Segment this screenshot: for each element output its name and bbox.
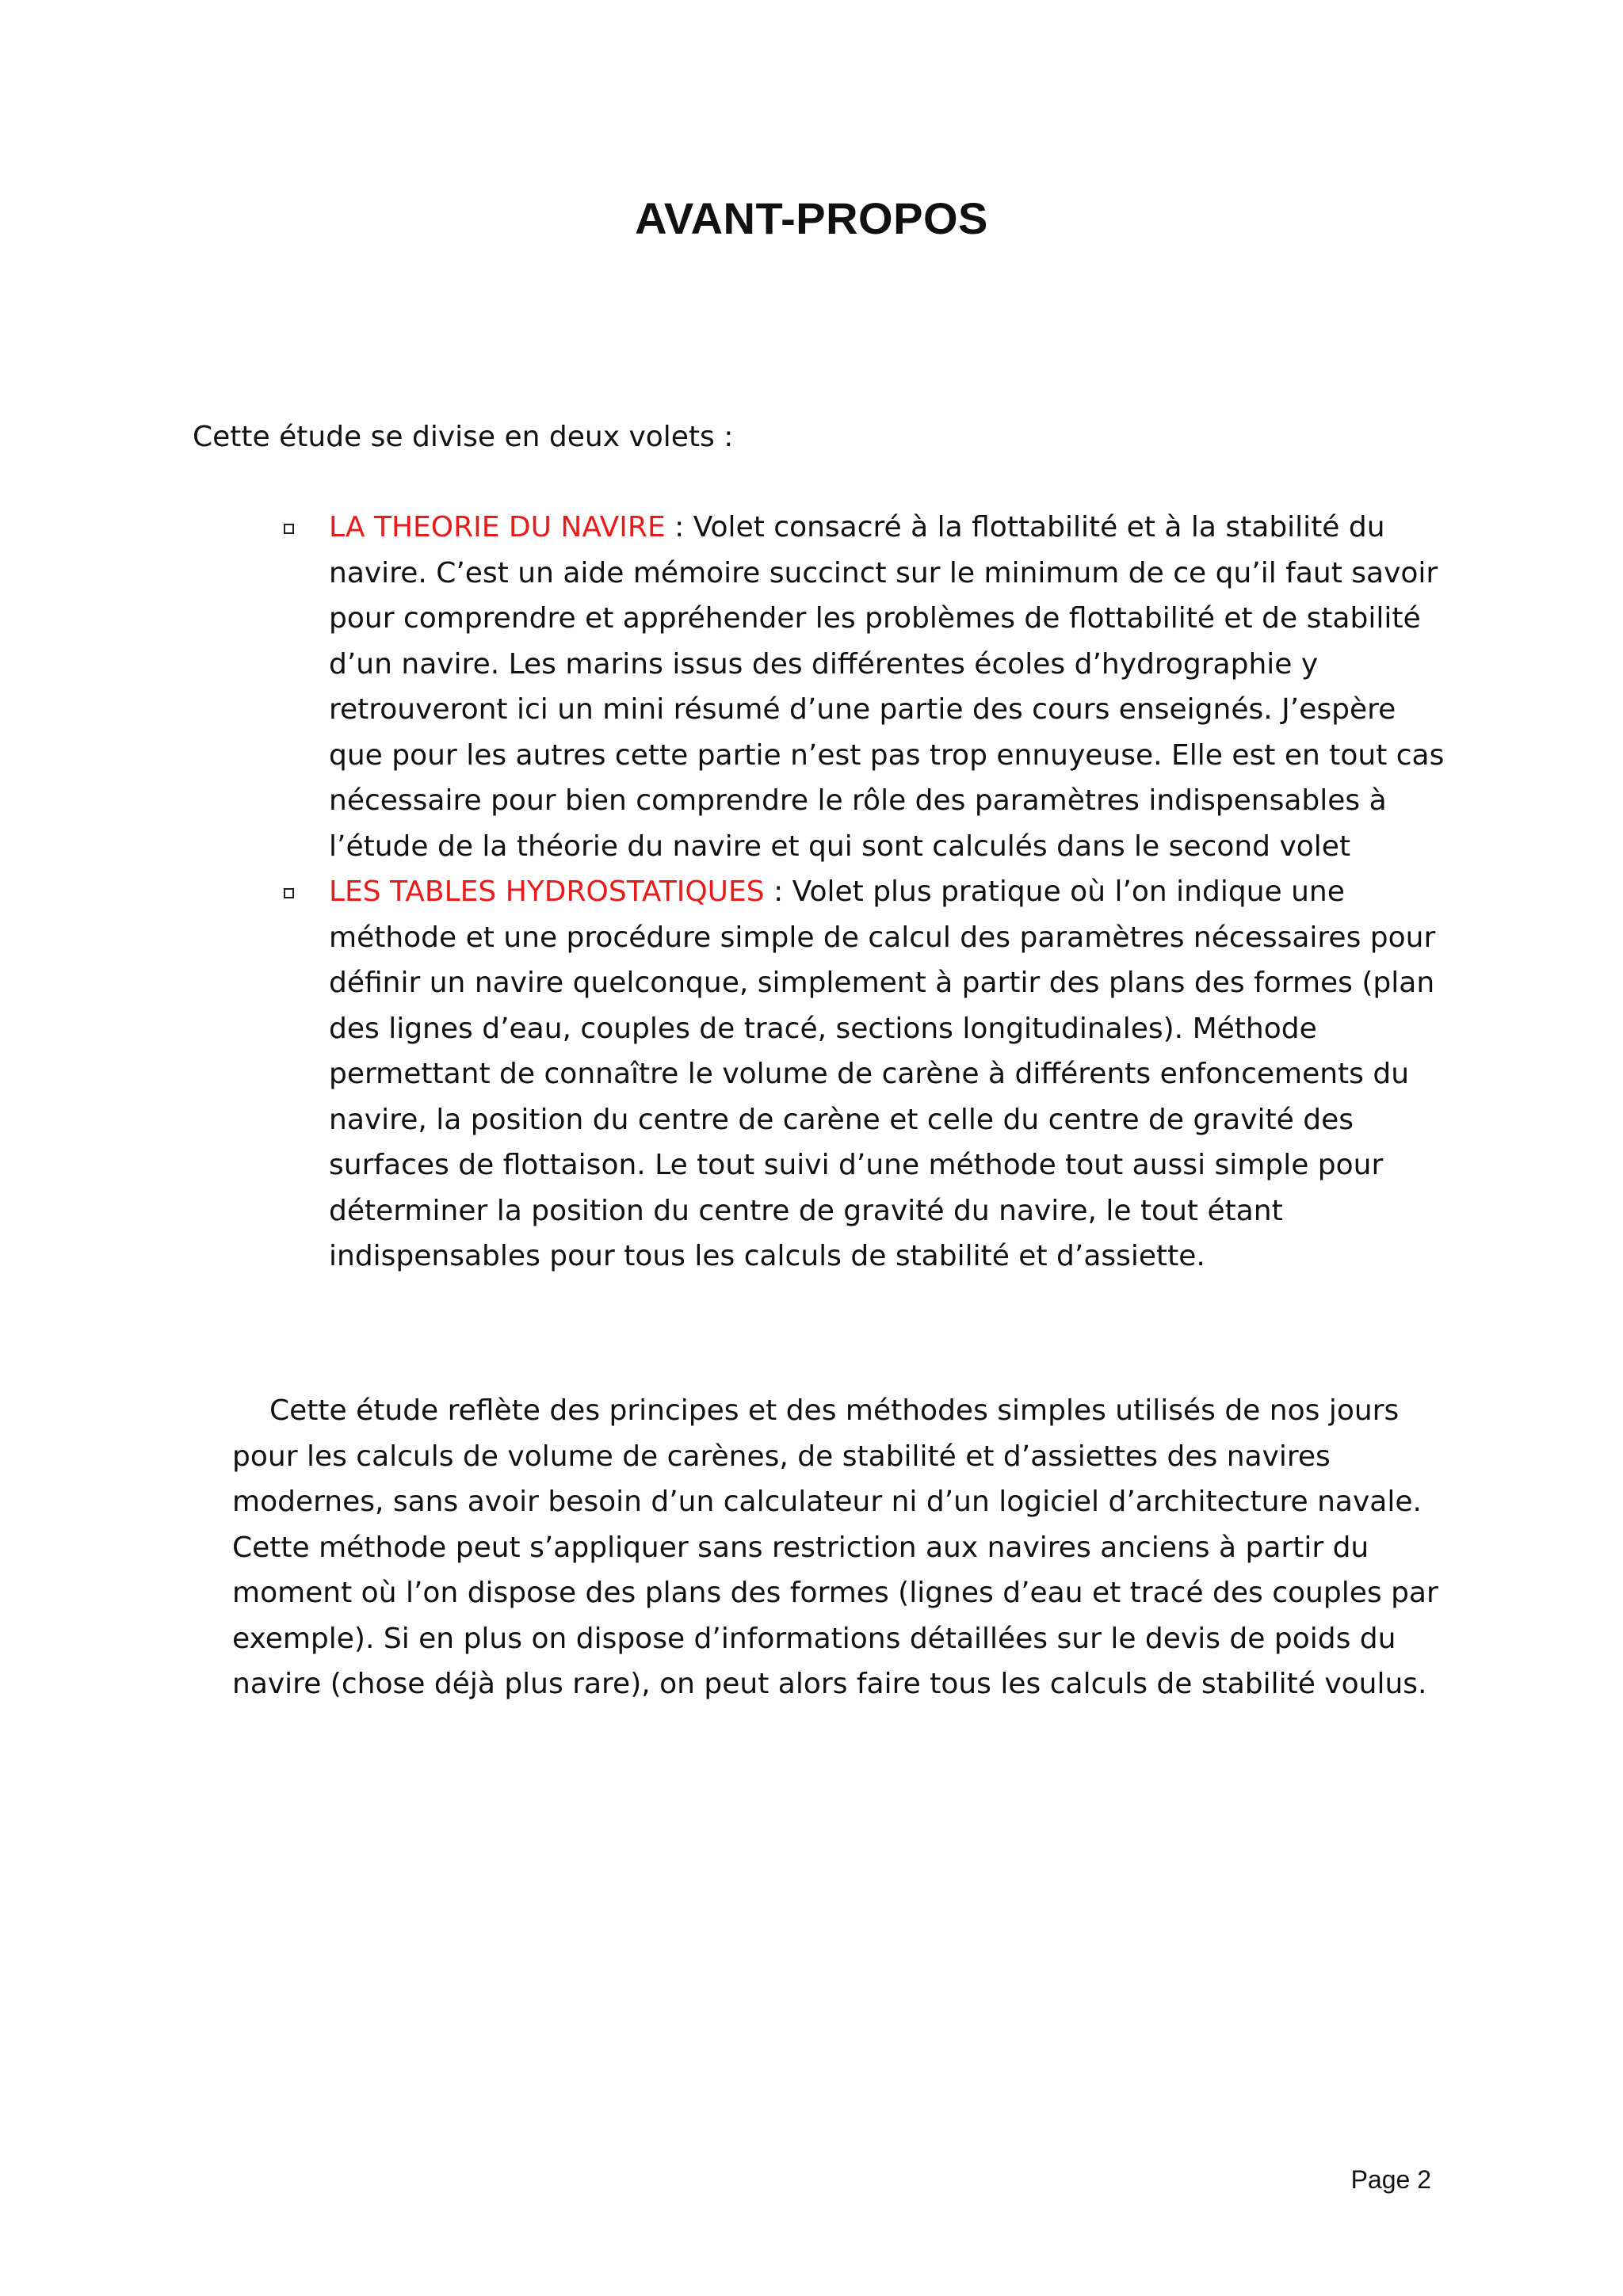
intro-paragraph: Cette étude se divise en deux volets : <box>193 421 734 453</box>
bullet-item-theorie <box>277 505 1450 869</box>
bullet-heading: LES TABLES HYDROSTATIQUES <box>329 875 765 908</box>
bullet-heading: LA THEORIE DU NAVIRE <box>329 511 666 543</box>
bullet-text: : Volet consacré à la flottabilité et à la stabilité du navire. C’est un aide mémoire succinct sur le minimum de ce qu’il faut savoir pour comprendre et appréhender les problèmes de flottabilité et de stabilité d’un navire. Les marins issus des différentes écoles d’hydrographie y retrouveront ici un mini résumé d’une partie des cours enseignés. J’espère que pour les autres cette partie n’est pas trop ennuyeuse. Elle est en tout cas nécessaire pour bien comprendre le rôle des paramètres indispensables à l’étude de la théorie du navire et qui sont calculés dans le second volet <box>329 511 1445 863</box>
closing-paragraph: Cette étude reflète des principes et des méthodes simples utilisés de nos jours pour les calculs de volume de carènes, de stabilité et d’assiettes des navires modernes, sans avoir besoin d’un calculateur ni d’un logiciel d’architecture navale. Cette méthode peut s’appliquer sans restriction aux navires anciens à partir du moment où l’on dispose des plans des formes (lignes d’eau et tracé des couples par exemple). Si en plus on dispose d’informations détaillées sur le devis de poids du navire (chose déjà plus rare), on peut alors faire tous les calculs de stabilité voulus. <box>232 1394 1438 1700</box>
bullet-list <box>277 505 1450 1280</box>
checkbox-bullet-icon <box>284 888 294 898</box>
bullet-text: : Volet plus pratique où l’on indique une méthode et une procédure simple de calcul des paramètres nécessaires pour définir un navire quelconque, simplement à partir des plans des formes (plan des lignes d’eau, couples de tracé, sections longitudinales). Méthode permettant de connaître le volume de carène à différents enfoncements du navire, la position du centre de carène et celle du centre de gravité des surfaces de flottaison. Le tout suivi d’une méthode tout aussi simple pour déterminer la position du centre de gravité du navire, le tout étant indispensables pour tous les calculs de stabilité et d’assiette. <box>329 875 1436 1272</box>
checkbox-bullet-icon <box>284 524 294 534</box>
bullet-item-tables <box>277 869 1450 1280</box>
page-number: Page 2 <box>1350 2165 1431 2194</box>
page-title: AVANT-PROPOS <box>635 193 988 243</box>
